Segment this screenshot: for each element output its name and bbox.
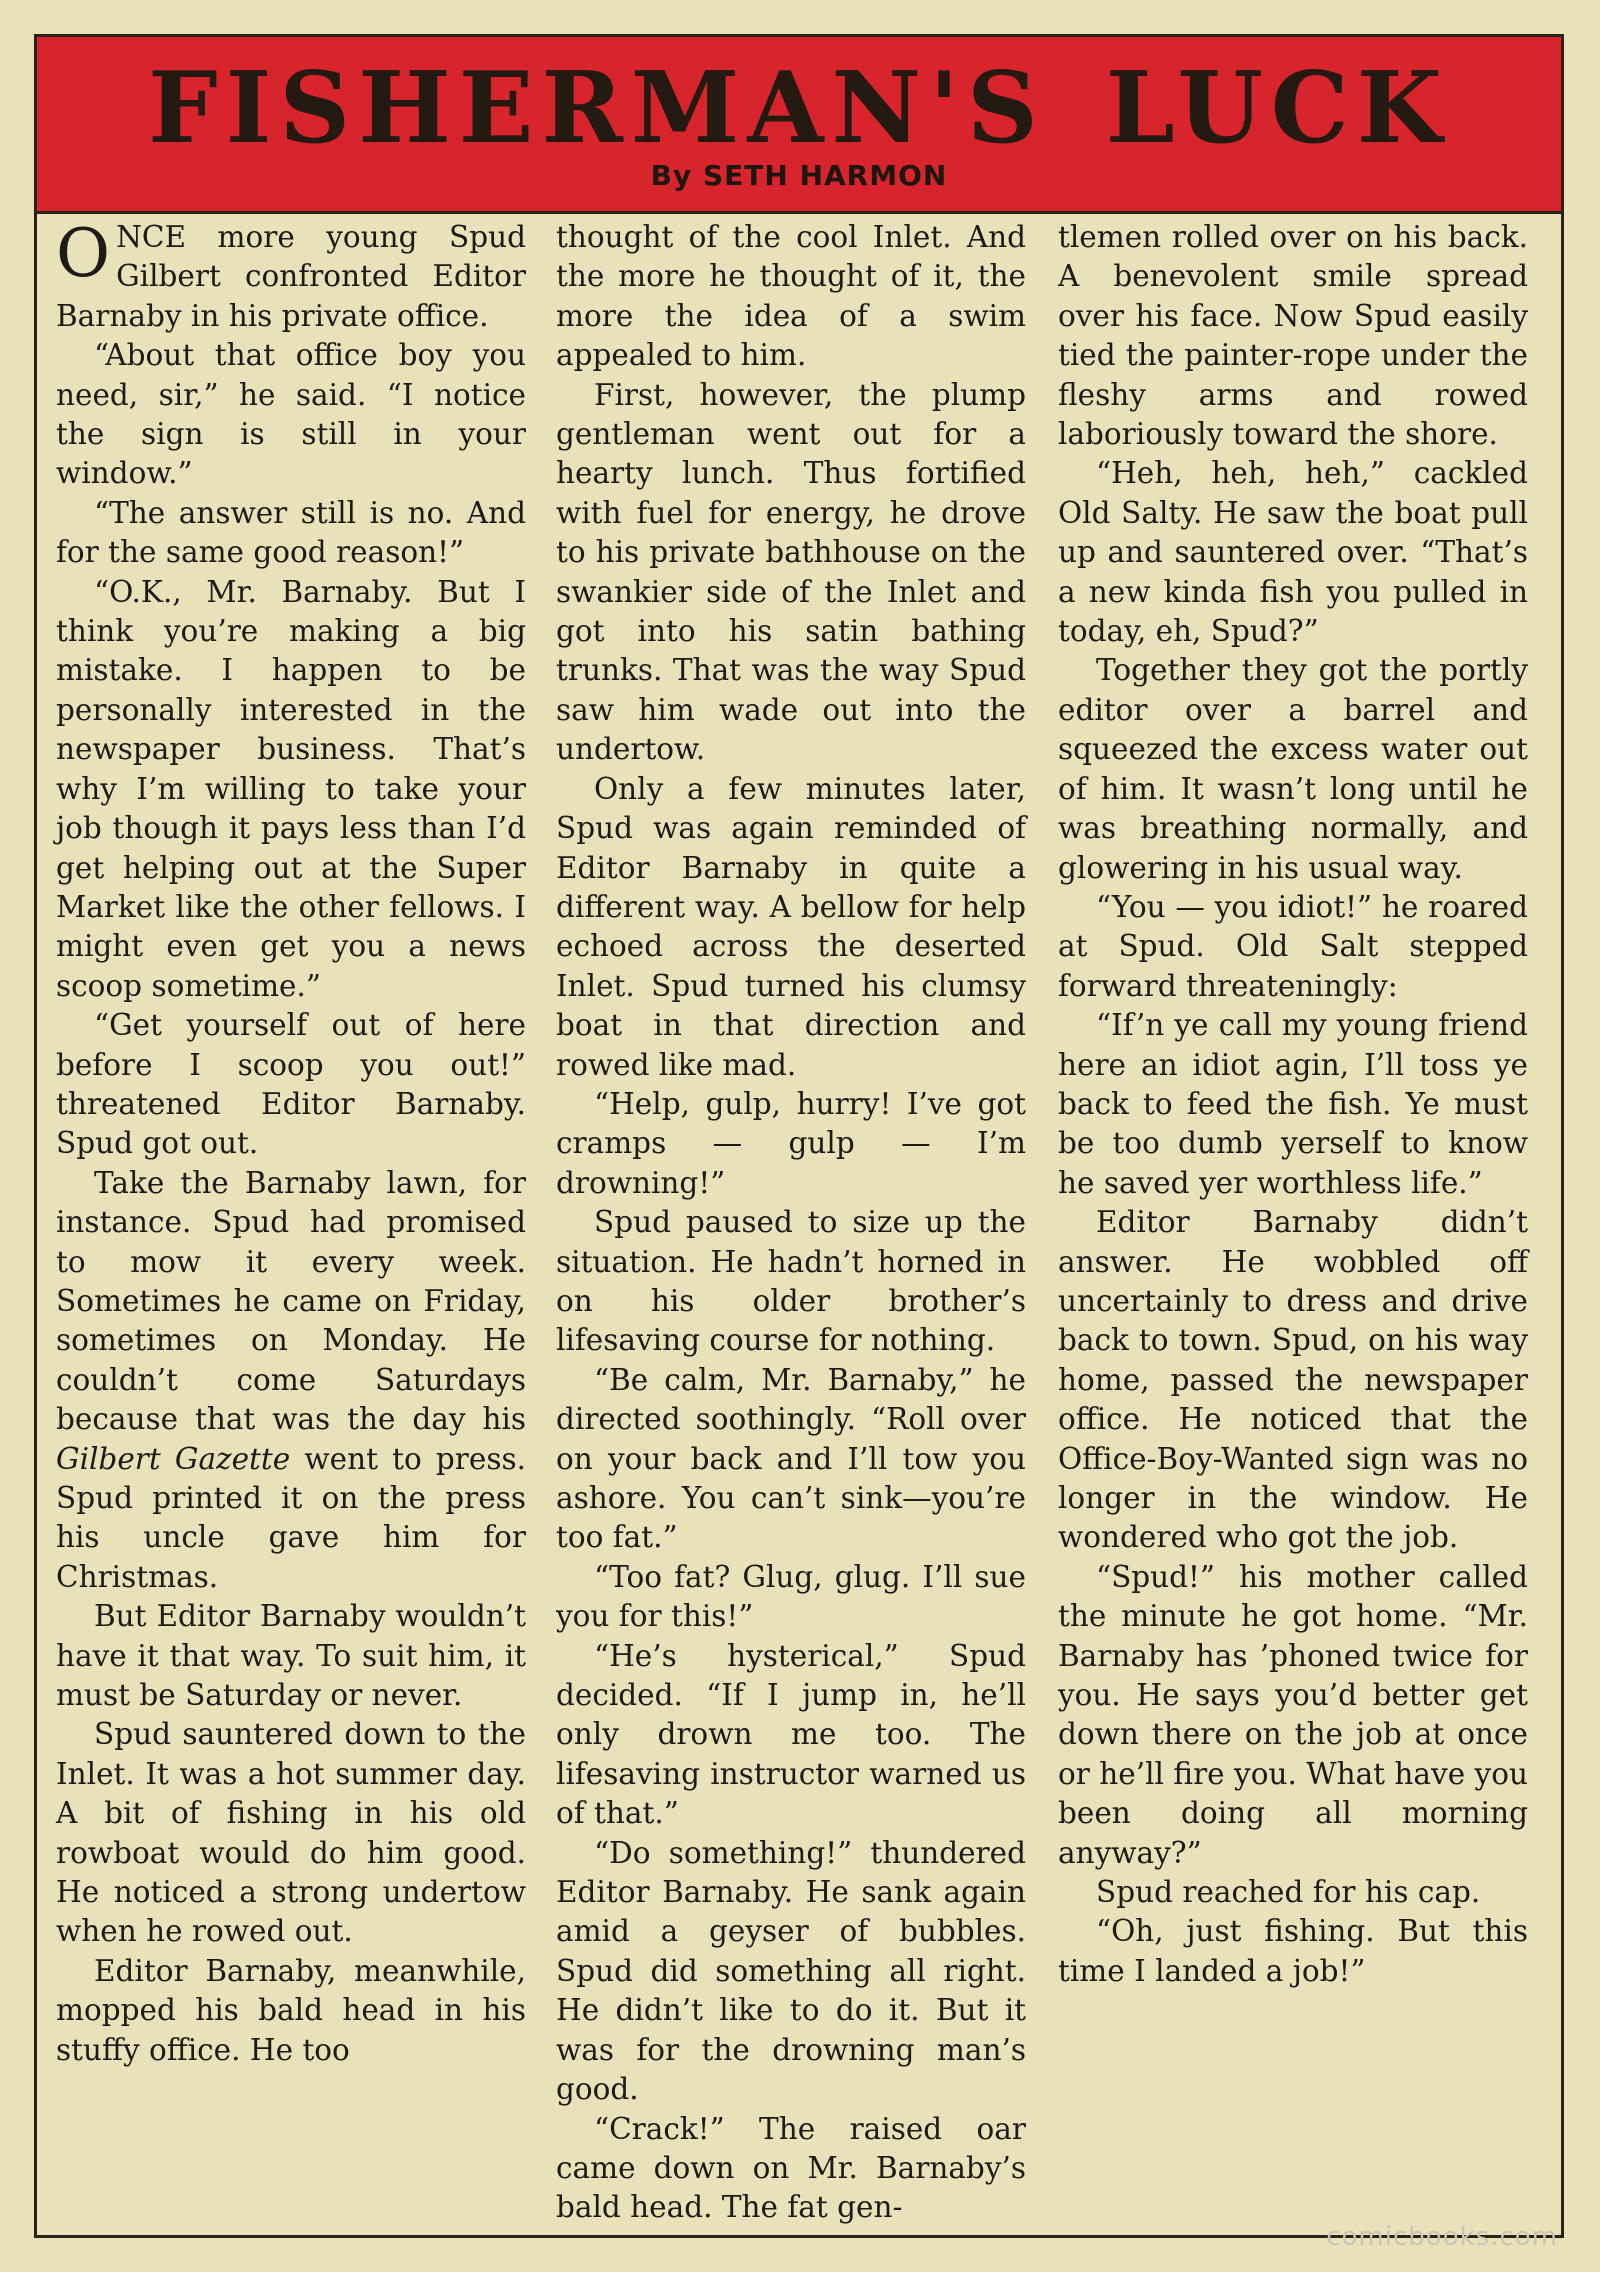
paragraph — [56, 215, 526, 336]
paragraph: “If’n ye call my young friend here an idiot agin, I’ll toss ye back to feed the fish. Ye must be too dumb yerself to know he saved yer worthless life.” — [1058, 1008, 1528, 1200]
paragraph: “Oh, just fishing. But this time I landed a job!” — [1058, 1914, 1528, 1988]
column-3 — [1058, 218, 1528, 1991]
paragraph: Only a few minutes later, Spud was again reminded of Editor Barnaby in quite a different way. A bellow for help echoed across the deserted Inlet. Spud turned his clumsy boat in that direction and rowed like mad. — [556, 771, 1026, 1082]
paragraph: tlemen rolled over on his back. A benevolent smile spread over his face. Now Spud easily tied the painter-rope under the fleshy arms and rowed laboriously toward the shore. — [1058, 220, 1528, 452]
paragraph: Spud reached for his cap. — [1096, 1875, 1481, 1910]
byline: By SETH HARMON — [650, 159, 948, 192]
paragraph: Editor Barnaby, meanwhile, mopped his bald head in his stuffy office. He too — [56, 1953, 526, 2067]
paragraph: “Be calm, Mr. Barnaby,” he directed soothingly. “Roll over on your back and I’ll tow you ashore. You can’t sink—you’re too fat.” — [556, 1362, 1026, 1555]
paragraph: Editor Barnaby didn’t answer. He wobbled off uncertainly to dress and drive back to town. Spud, on his way home, passed the newspaper office. He noticed that the Office-Boy-Wanted sign was no longer in the window. He wondered who got the job. — [1058, 1205, 1528, 1555]
paragraph: Spud sauntered down to the Inlet. It was a hot summer day. A bit of fishing in his old rowboat would do him good. He noticed a strong undertow when he rowed out. — [56, 1717, 526, 1949]
paragraph: “He’s hysterical,” Spud decided. “If I jump in, he’ll only drown me too. The lifesaving instructor warned us of that.” — [556, 1638, 1026, 1831]
paragraph: Together they got the portly editor over a barrel and squeezed the excess water out of him. It wasn’t long until he was breathing normally, and glowering in his usual way. — [1058, 653, 1528, 885]
newspaper-name: Gilbert Gazette — [56, 1441, 291, 1476]
paragraph: “About that office boy you need, sir,” he said. “I notice the sign is still in your window.” — [56, 338, 526, 491]
paragraph: “The answer still is no. And for the same good reason!” — [56, 495, 526, 570]
title-banner — [34, 34, 1564, 214]
column-2 — [556, 218, 1026, 2228]
drop-cap: O — [56, 215, 111, 292]
paragraph: “Heh, heh, heh,” cackled Old Salty. He saw the boat pull up and sauntered over. “That’s a new kinda fish you pulled in today, eh, Spud?” — [1058, 456, 1528, 649]
paragraph: thought of the cool Inlet. And the more he thought of it, the more the idea of a swim appealed to him. — [556, 220, 1026, 373]
title-word-2: LUCK — [1105, 51, 1450, 166]
column-1 — [56, 215, 526, 2070]
paragraph: “O.K., Mr. Barnaby. But I think you’re making a big mistake. I happen to be personally interested in the newspaper business. That’s why I’m willing to take your job though it pays less than I’d get helping out at the Super Market like the other fellows. I might even get you a news scoop sometime.” — [56, 574, 526, 1003]
paragraph: “You — you idiot!” he roared at Spud. Old Salt stepped forward threateningly: — [1058, 889, 1528, 1003]
paragraph: “Too fat? Glug, glug. I’ll sue you for this!” — [556, 1559, 1026, 1634]
story-title — [37, 49, 1561, 169]
paragraph-text: went to press. Spud printed it on the press his uncle gave him for Christmas. — [56, 1441, 526, 1594]
paragraph — [56, 1164, 526, 1597]
paragraph: “Do something!” thundered Editor Barnaby. He sank again amid a geyser of bubbles. Spud did something all right. He didn’t like to do it. But it was for the drowning man’s good. — [556, 1835, 1026, 2107]
paragraph-text: NCE more young Spud Gilbert confronted Editor Barnaby in his private office. — [56, 220, 526, 333]
paragraph: Spud paused to size up the situation. He hadn’t horned in on his older brother’s lifesaving course for nothing. — [556, 1205, 1026, 1358]
paragraph: First, however, the plump gentleman went out for a hearty lunch. Thus fortified with fuel for energy, he drove to his private bathhouse on the swankier side of the Inlet and got into his satin bathing trunks. That was the way Spud saw him wade out into the undertow. — [556, 377, 1026, 767]
title-word-1: FISHERMAN'S — [148, 51, 1046, 166]
paragraph: “Crack!” The raised oar came down on Mr. Barnaby’s bald head. The fat gen- — [556, 2111, 1026, 2225]
paragraph: “Get yourself out of here before I scoop you out!” threatened Editor Barnaby. Spud got out. — [56, 1008, 526, 1161]
paragraph: “Help, gulp, hurry! I’ve got cramps — gulp — I’m drowning!” — [556, 1086, 1026, 1200]
story-columns — [50, 215, 1550, 2225]
paragraph: But Editor Barnaby wouldn’t have it that way. To suit him, it must be Saturday or never. — [56, 1599, 526, 1713]
site-watermark: comicbooks.com — [1326, 2222, 1558, 2252]
paragraph: “Spud!” his mother called the minute he got home. “Mr. Barnaby has ’phoned twice for you. He says you’d better get down there on the job at once or he’ll fire you. What have you been doing all morning anyway?” — [1058, 1559, 1528, 1870]
paragraph-text: Take the Barnaby lawn, for instance. Spud had promised to mow it every week. Sometimes he came on Friday, sometimes on Monday. He couldn’t come Saturdays because that was the day his — [56, 1165, 526, 1437]
